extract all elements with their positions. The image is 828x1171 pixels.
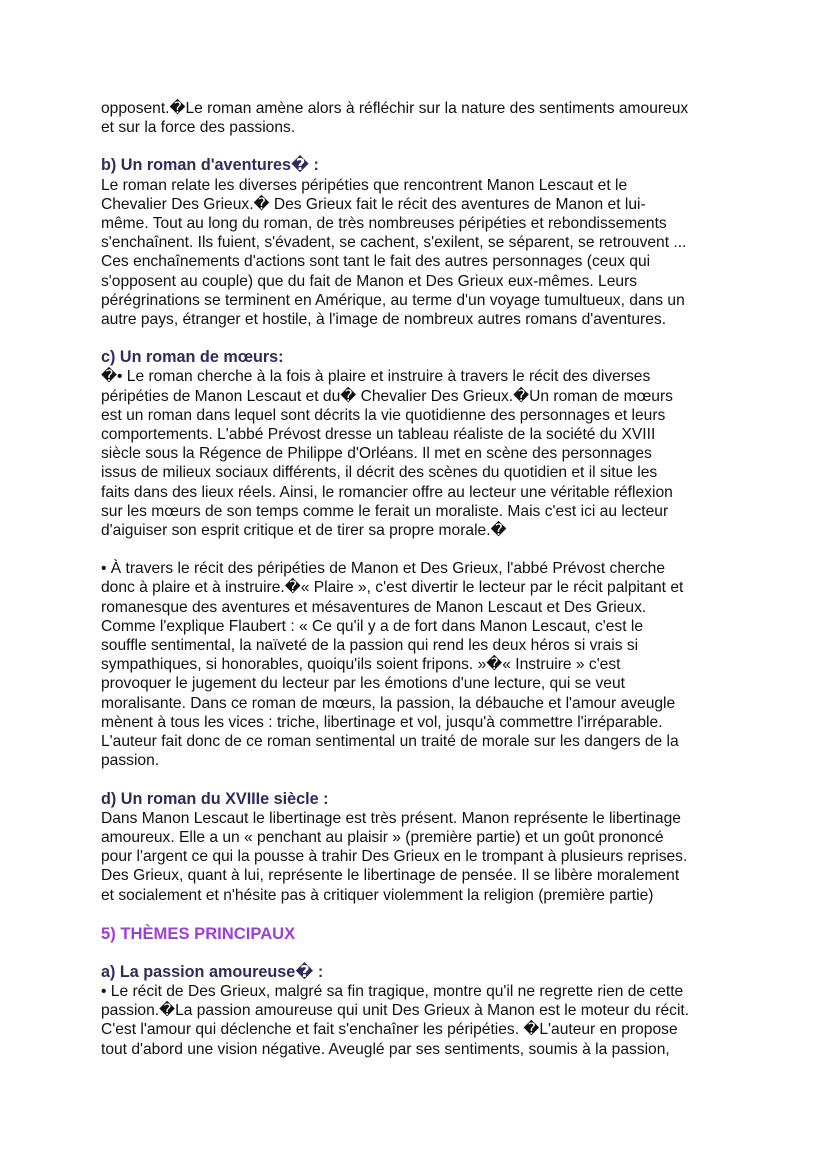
heading-passion-amoureuse: a) La passion amoureuse� : <box>101 962 324 981</box>
spacer <box>101 771 741 790</box>
intro-paragraph: opposent.�Le roman amène alors à réfléchir sur la nature des sentiments amoureux et sur la force des passions. <box>101 100 689 137</box>
spacer <box>101 905 741 924</box>
heading-roman-moeurs: c) Un roman de mœurs: <box>101 348 284 367</box>
document-page <box>101 99 741 1059</box>
spacer <box>101 944 741 963</box>
paragraph-roman-moeurs-2: • À travers le récit des péripéties de Manon et Des Grieux, l'abbé Prévost cherche donc à plaire et à instruire.�« Plaire », c'est divertir le lecteur par le récit palpitant et romanesque des aventures et mésaventures de Manon Lescaut et Des Grieux. Comme l'explique Flaubert : « Ce qu'il y a de fort dans Manon Lescaut, c'est le souffle sentimental, la naïveté de la passion qui rend les deux héros si vrais si sympathiques, si honorables, quoiqu'ils soient fripons. »�« Instruire » c'est provoquer le jugement du lecteur par les émotions d'une lecture, qui se veut moralisante. Dans ce roman de mœurs, la passion, la débauche et l'amour aveugle mènent à tous les vices : triche, libertinage et vol, jusqu'à commettre l'irréparable. L'auteur fait donc de ce roman sentimental un traité de morale sur les dangers de la passion. <box>101 560 684 770</box>
paragraph-roman-xviiie: Dans Manon Lescaut le libertinage est très présent. Manon représente le libertinage amoureux. Elle a un « penchant au plaisir » (première partie) et un goût prononcé pour l'argent ce qui la pousse à trahir Des Grieux en le trompant à plusieurs reprises. Des Grieux, quant à lui, représente le libertinage de pensée. Il se libère moralement et socialement et n'hésite pas à critiquer violemment la religion (première partie) <box>101 809 688 904</box>
heading-roman-aventures: b) Un roman d'aventures� : <box>101 156 319 175</box>
spacer <box>101 137 741 156</box>
spacer <box>101 540 741 559</box>
paragraph-roman-moeurs-1: �• Le roman cherche à la fois à plaire et instruire à travers le récit des diverses péripéties de Manon Lescaut et du� Chevalier Des Grieux.�Un roman de mœurs est un roman dans lequel sont décrits la vie quotidienne des personnages et leurs comportements. L'abbé Prévost dresse un tableau réaliste de la société du XVIII siècle sous la Régence de Philippe d'Orléans. Il met en scène des personnages issus de milieux sociaux différents, il décrit des scènes du quotidien et il situe les faits dans des lieux réels. Ainsi, le romancier offre au lecteur une véritable réflexion sur les mœurs de son temps comme le ferait un moraliste. Mais c'est ici au lecteur d'aiguiser son esprit critique et de tirer sa propre morale.� <box>101 368 673 540</box>
paragraph-passion-amoureuse: • Le récit de Des Grieux, malgré sa fin tragique, montre qu'il ne regrette rien de cette passion.�La passion amoureuse qui unit Des Grieux à Manon est le moteur du récit. C'est l'amour qui déclenche et fait s'enchaîner les péripéties. �L'auteur en propose tout d'abord une vision négative. Aveuglé par ses sentiments, soumis à la passion, <box>101 982 690 1058</box>
heading-roman-xviiie: d) Un roman du XVIIIe siècle : <box>101 789 329 808</box>
section-title-themes: 5) THÈMES PRINCIPAUX <box>101 923 296 943</box>
paragraph-roman-aventures: Le roman relate les diverses péripéties que rencontrent Manon Lescaut et le Chevalier Des Grieux.� Des Grieux fait le récit des aventures de Manon et lui- même. Tout au long du roman, de très nombreuses péripéties et rebondissements s'enchaînent. Ils fuient, s'évadent, se cachent, s'exilent, se séparent, se retrouvent ... Ces enchaînements d'actions sont tant le fait des autres personnages (ceux qui s'opposent au couple) que du fait de Manon et Des Grieux eux-mêmes. Leurs pérégrinations se terminent en Amérique, au terme d'un voyage tumultueux, dans un autre pays, étranger et hostile, à l'image de nombreux autres romans d'aventures. <box>101 176 687 329</box>
spacer <box>101 329 741 348</box>
